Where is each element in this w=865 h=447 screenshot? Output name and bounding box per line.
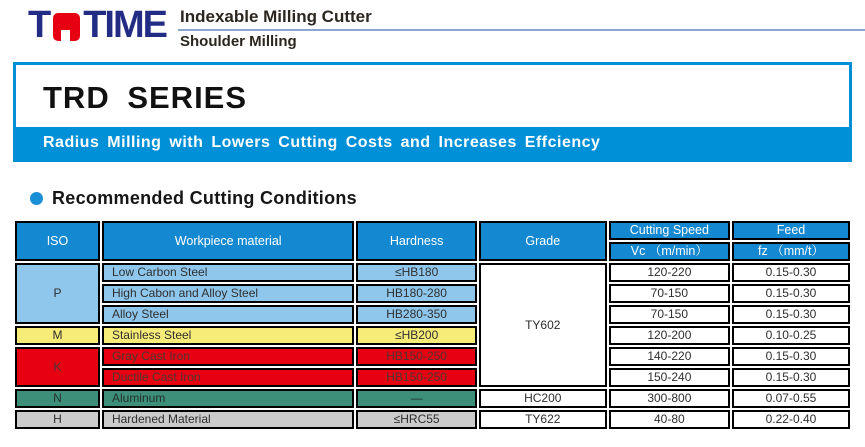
table-row	[15, 389, 850, 408]
tagline-category: Indexable Milling Cutter	[178, 7, 865, 31]
hardness-cell: HB280-350	[356, 305, 476, 324]
grade-cell: HC200	[479, 389, 607, 408]
bullet-dot-icon	[30, 192, 43, 205]
hardness-cell: HB180-280	[356, 284, 476, 303]
material-cell: High Cabon and Alloy Steel	[102, 284, 354, 303]
logo-letters-time: TIME	[83, 4, 166, 46]
material-cell: Aluminum	[102, 389, 354, 408]
hardness-cell: HB150-250	[356, 347, 476, 366]
col-header-iso: ISO	[15, 221, 100, 261]
table-row	[15, 368, 850, 387]
series-title: TRD SERIES	[43, 80, 248, 115]
table-row	[15, 263, 850, 282]
material-cell: Gray Cast Iron	[102, 347, 354, 366]
hardness-cell: ≤HB200	[356, 326, 476, 345]
col-header-cutting-speed: Cutting Speed	[609, 221, 730, 240]
grade-cell: TY622	[479, 410, 607, 429]
col-header-grade: Grade	[479, 221, 607, 261]
section-title: Recommended Cutting Conditions	[52, 188, 357, 208]
feed-cell: 0.07-0.55	[732, 389, 850, 408]
iso-cell: M	[15, 326, 100, 345]
feed-cell: 0.15-0.30	[732, 263, 850, 282]
logo-o-notch	[61, 30, 70, 41]
table-row	[15, 347, 850, 366]
iso-cell: P	[15, 263, 100, 324]
brand-logo	[28, 5, 166, 45]
feed-cell: 0.15-0.30	[732, 284, 850, 303]
hardness-cell: —	[356, 389, 476, 408]
col-subheader-vc: Vc （m/min）	[609, 242, 730, 261]
table-row	[15, 305, 850, 324]
grade-cell: TY602	[479, 263, 607, 387]
cutting-conditions-table	[13, 219, 852, 431]
section-heading	[30, 188, 865, 209]
col-header-feed: Feed	[732, 221, 850, 240]
hardness-cell: ≤HB180	[356, 263, 476, 282]
brand-taglines	[178, 5, 865, 50]
speed-cell: 140-220	[609, 347, 730, 366]
logo-letter-t: T	[28, 4, 50, 46]
col-subheader-fz: fz （mm/t）	[732, 242, 850, 261]
col-header-workpiece: Workpiece material	[102, 221, 354, 261]
feed-cell: 0.15-0.30	[732, 305, 850, 324]
speed-cell: 300-800	[609, 389, 730, 408]
iso-cell: H	[15, 410, 100, 429]
speed-cell: 70-150	[609, 305, 730, 324]
feed-cell: 0.15-0.30	[732, 368, 850, 387]
speed-cell: 40-80	[609, 410, 730, 429]
speed-cell: 120-200	[609, 326, 730, 345]
speed-cell: 70-150	[609, 284, 730, 303]
hardness-cell: ≤HRC55	[356, 410, 476, 429]
tagline-subcategory: Shoulder Milling	[180, 33, 297, 50]
col-header-hardness: Hardness	[356, 221, 476, 261]
feed-cell: 0.10-0.25	[732, 326, 850, 345]
speed-cell: 120-220	[609, 263, 730, 282]
speed-cell: 150-240	[609, 368, 730, 387]
material-cell: Hardened Material	[102, 410, 354, 429]
table-row	[15, 284, 850, 303]
material-cell: Ductile Cast Iron	[102, 368, 354, 387]
material-cell: Stainless Steel	[102, 326, 354, 345]
hardness-cell: HB150-250	[356, 368, 476, 387]
series-banner	[13, 62, 852, 162]
iso-cell: N	[15, 389, 100, 408]
feed-cell: 0.15-0.30	[732, 347, 850, 366]
table-header-row	[15, 221, 850, 240]
series-subtitle-bar: Radius Milling with Lowers Cutting Costs and Increases Effciency	[16, 127, 849, 159]
table-row	[15, 326, 850, 345]
material-cell: Low Carbon Steel	[102, 263, 354, 282]
feed-cell: 0.22-0.40	[732, 410, 850, 429]
iso-cell: K	[15, 347, 100, 387]
table-row	[15, 410, 850, 429]
material-cell: Alloy Steel	[102, 305, 354, 324]
logo-o-mark-icon	[53, 13, 80, 41]
brand-bar	[0, 0, 865, 50]
